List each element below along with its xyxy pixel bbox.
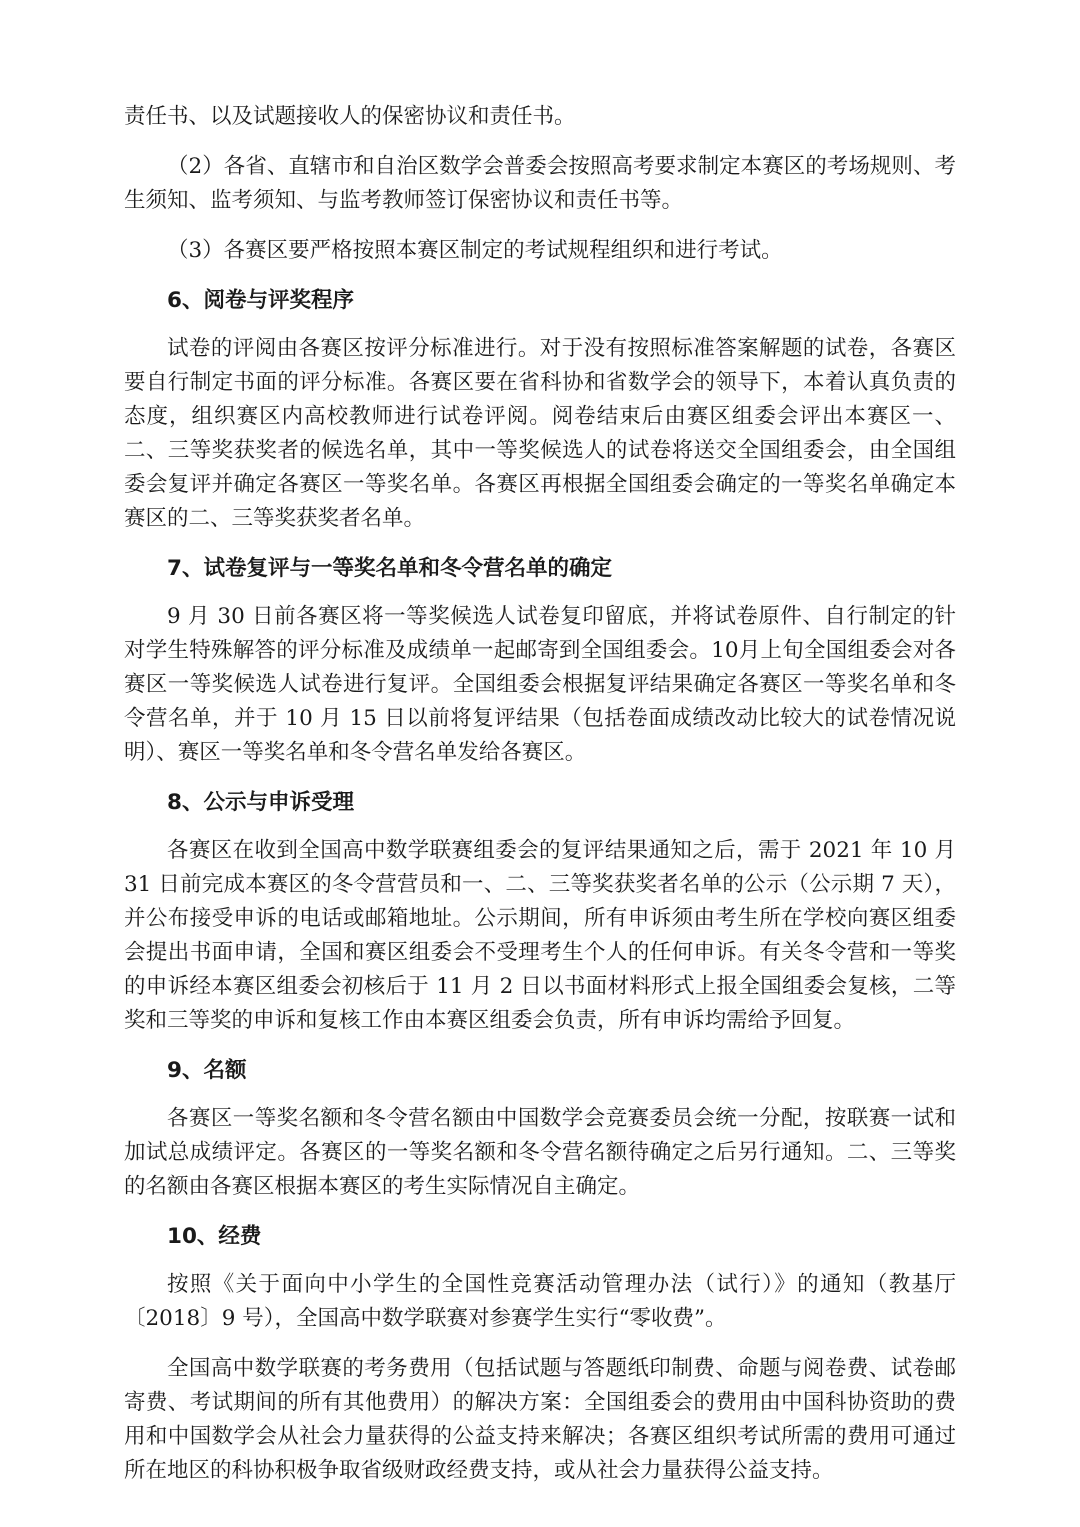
paragraph-continuation: 责任书、以及试题接收人的保密协议和责任书。	[124, 104, 576, 129]
section-heading-7: 7、试卷复评与一等奖名单和冬令营名单的确定	[167, 556, 612, 581]
paragraph-review: 9 月 30 日前各赛区将一等奖候选人试卷复印留底，并将试卷原件、自行制定的针对学生特殊解答的评分标准及成绩单一起邮寄到全国组委会。10月上旬全国组委会对各赛区一等奖候选人试卷进行复评。全国组委会根据复评结果确定各赛区一等奖名单和冬令营名单，并于 10 月 15 日以前将复评结果（包括卷面成绩改动比较大的试卷情况说明）、赛区一等奖名单和冬令营名单发给各赛区。	[124, 604, 956, 765]
paragraph-grading: 试卷的评阅由各赛区按评分标准进行。对于没有按照标准答案解题的试卷，各赛区要自行制定书面的评分标准。各赛区要在省科协和省数学会的领导下，本着认真负责的态度，组织赛区内高校教师进行试卷评阅。阅卷结束后由赛区组委会评出本赛区一、二、三等奖获奖者的候选名单，其中一等奖候选人的试卷将送交全国组委会，由全国组委会复评并确定各赛区一等奖名单。各赛区再根据全国组委会确定的一等奖名单确定本赛区的二、三等奖获奖者名单。	[124, 336, 956, 531]
paragraph-funding-policy: 按照《关于面向中小学生的全国性竞赛活动管理办法（试行）》的通知（教基厅〔2018〕9 号），全国高中数学联赛对参赛学生实行“零收费”。	[124, 1272, 956, 1331]
section-heading-10: 10、经费	[167, 1224, 262, 1249]
section-heading-8: 8、公示与申诉受理	[167, 790, 354, 815]
paragraph-quota: 各赛区一等奖名额和冬令营名额由中国数学会竞赛委员会统一分配，按联赛一试和加试总成绩评定。各赛区的一等奖名额和冬令营名额待确定之后另行通知。二、三等奖的名额由各赛区根据本赛区的考生实际情况自主确定。	[124, 1106, 956, 1199]
paragraph-item-3: （3）各赛区要严格按照本赛区制定的考试规程组织和进行考试。	[167, 238, 783, 263]
section-heading-9: 9、名额	[167, 1058, 247, 1083]
section-heading-6: 6、阅卷与评奖程序	[167, 288, 354, 313]
paragraph-appeal: 各赛区在收到全国高中数学联赛组委会的复评结果通知之后，需于 2021 年 10 月 31 日前完成本赛区的冬令营营员和一、二、三等奖获奖者名单的公示（公示期 7 天），并公布接受申诉的电话或邮箱地址。公示期间，所有申诉须由考生所在学校向赛区组委会提出书面申请，全国和赛区组委会不受理考生个人的任何申诉。有关冬令营和一等奖的申诉经本赛区组委会初核后于 11 月 2 日以书面材料形式上报全国组委会复核，二等奖和三等奖的申诉和复核工作由本赛区组委会负责，所有申诉均需给予回复。	[124, 838, 956, 1033]
paragraph-item-2: （2）各省、直辖市和自治区数学会普委会按照高考要求制定本赛区的考场规则、考生须知、监考须知、与监考教师签订保密协议和责任书等。	[124, 154, 956, 213]
document-page	[124, 100, 956, 1504]
paragraph-funding-costs: 全国高中数学联赛的考务费用（包括试题与答题纸印制费、命题与阅卷费、试卷邮寄费、考试期间的所有其他费用）的解决方案：全国组委会的费用由中国科协资助的费用和中国数学会从社会力量获得的公益支持来解决；各赛区组织考试所需的费用可通过所在地区的科协积极争取省级财政经费支持，或从社会力量获得公益支持。	[124, 1356, 956, 1483]
